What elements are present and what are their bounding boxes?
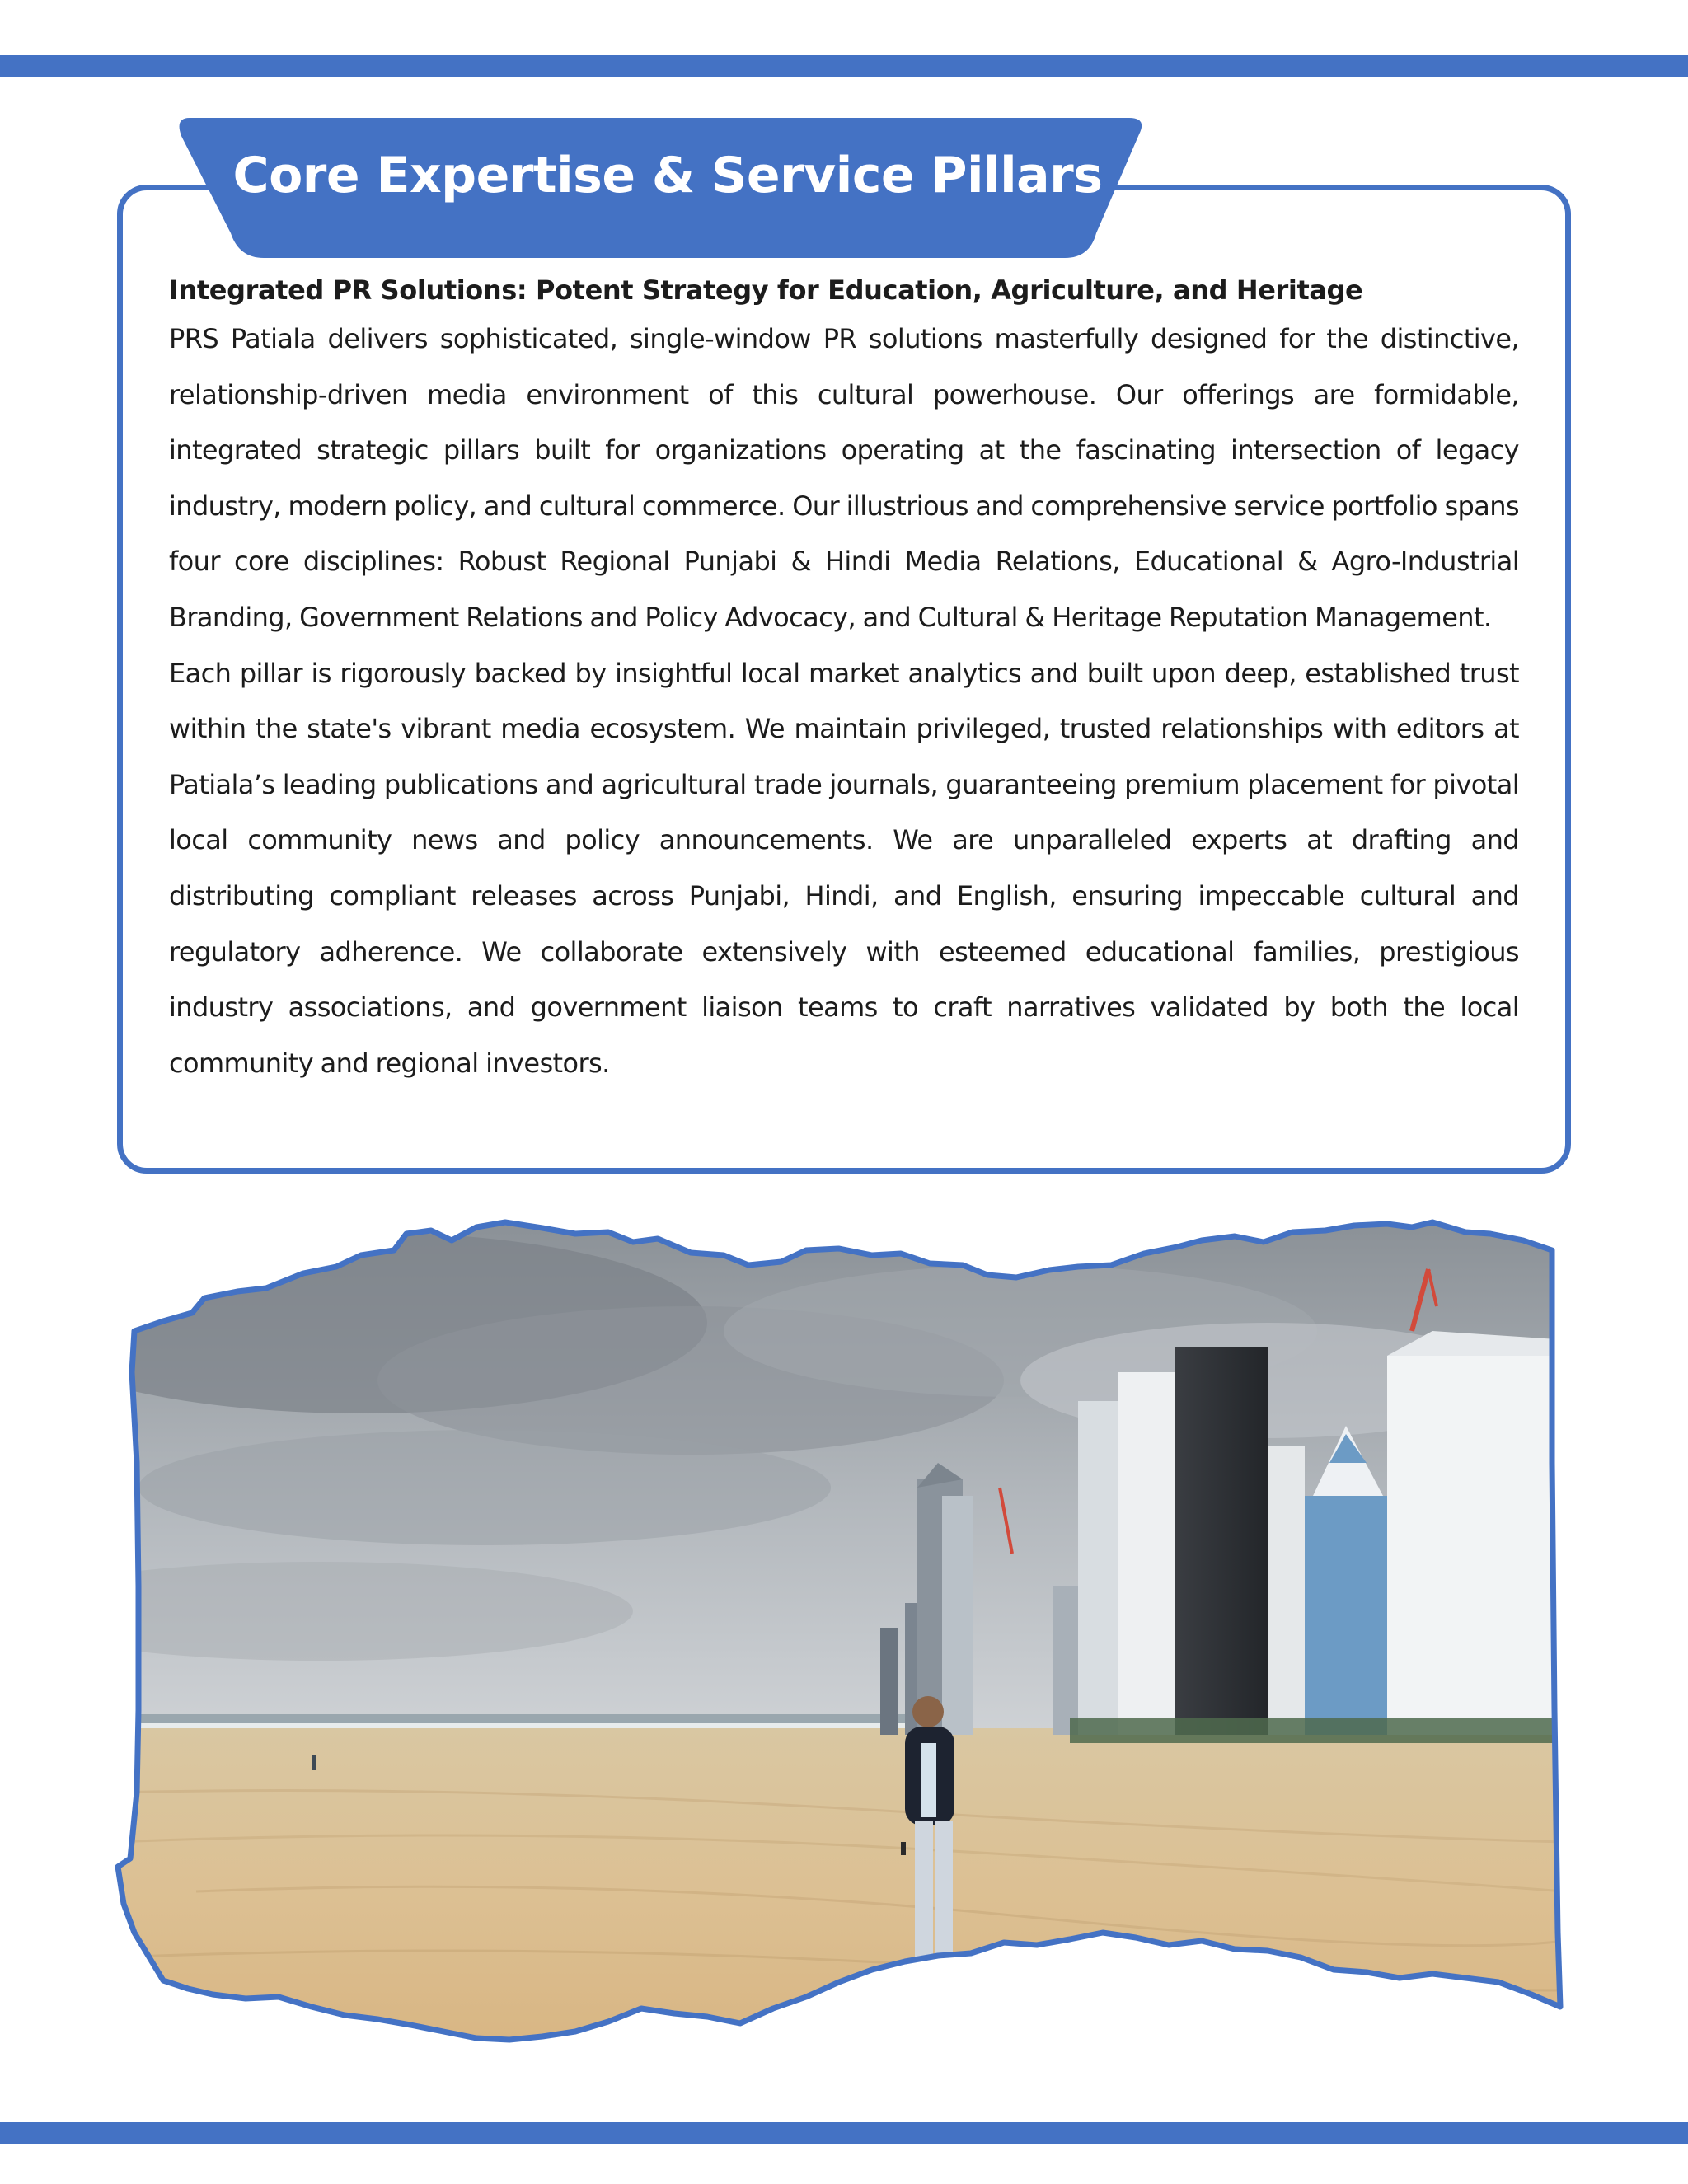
- bottom-accent-band: [0, 2122, 1688, 2144]
- section-title: Core Expertise & Service Pillars: [232, 147, 1103, 204]
- detail-paragraph: Each pillar is rigorously backed by insightful local market analytics and built upon deep, established trust within the state's vibrant media ecosystem. We maintain privileged, trusted relationships with editors at Patiala’s leading publications and agricultural trade journals, guaranteeing premium placement for pivotal local community news and policy announcements. We are unparalleled experts at drafting and distributing compliant releases across Punjabi, Hindi, and English, ensuring impeccable cultural and regulatory adherence. We collaborate extensively with esteemed educational families, prestigious industry associations, and government liaison teams to craft narratives validated by both the local community and regional investors.: [169, 657, 1519, 1079]
- content-subheading: Integrated PR Solutions: Potent Strategy for Education, Agriculture, and Heritage: [169, 274, 1363, 306]
- beach-photo-illustration: [114, 1216, 1564, 2044]
- section-title-tab: [173, 118, 1146, 258]
- top-accent-band: [0, 55, 1688, 77]
- intro-paragraph: PRS Patiala delivers sophisticated, single-window PR solutions masterfully designed for the distinctive, relationship-driven media environment of this cultural powerhouse. Our offerings are formidable, integrated strategic pillars built for organizations operating at the fascinating intersection of legacy industry, modern policy, and cultural commerce. Our illustrious and comprehensive service portfolio spans four core disciplines: Robust Regional Punjabi & Hindi Media Relations, Educational & Agro-Industrial Branding, Government Relations and Policy Advocacy, and Cultural & Heritage Reputation Management.: [169, 323, 1519, 633]
- expertise-content: [169, 269, 1519, 1091]
- beach-photo: [114, 1216, 1564, 2044]
